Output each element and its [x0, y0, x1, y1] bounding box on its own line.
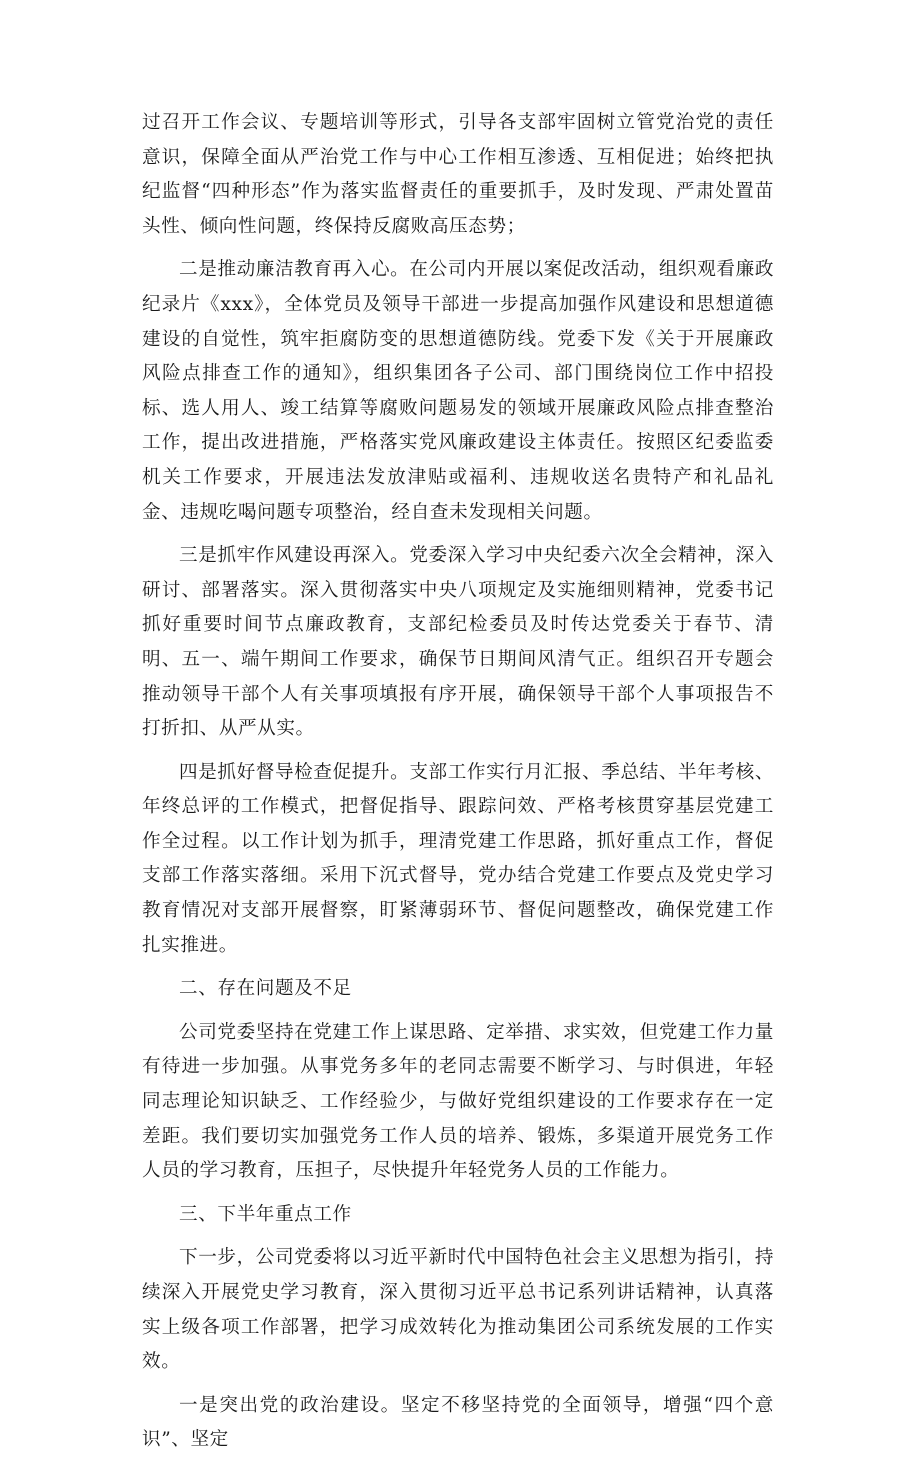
- paragraph-political-building: 一是突出党的政治建设。坚定不移坚持党的全面领导，增强“四个意识”、坚定: [142, 1394, 774, 1451]
- paragraph-next-steps: 下一步，公司党委将以习近平新时代中国特色社会主义思想为指引，持续深入开展党史学习教育，深入贯彻习近平总书记系列讲话精神，认真落实上级各项工作部署，把学习成效转化为推动集团公司系统发展的工作实效。: [142, 1247, 775, 1373]
- paragraph-work-style: 三是抓牢作风建设再深入。党委深入学习中央纪委六次全会精神，深入研讨、部署落实。深入贯彻落实中央八项规定及实施细则精神，党委书记抓好重要时间节点廉政教育，支部纪检委员及时传达党委关于春节、清明、五一、端午期间工作要求，确保节日期间风清气正。组织召开专题会推动领导干部个人有关事项填报有序开展，确保领导干部个人事项报告不打折扣、从严从实。: [142, 545, 775, 740]
- section-heading-problems: 二、存在问题及不足: [179, 978, 352, 1000]
- paragraph-integrity-education: 二是推动廉洁教育再入心。在公司内开展以案促改活动，组织观看廉政纪录片《xxx》，全体党员及领导干部进一步提高加强作风建设和思想道德建设的自觉性，筑牢拒腐防变的思想道德防线。党委下发《关于开展廉政风险点排查工作的通知》，组织集团各子公司、部门围绕岗位工作中招投标、选人用人、竣工结算等腐败问题易发的领域开展廉政风险点排查整治工作，提出改进措施，严格落实党风廉政建设主体责任。按照区纪委监委机关工作要求，开展违法发放津贴或福利、违规收送名贵特产和礼品礼金、违规吃喝问题专项整治，经自查未发现相关问题。: [142, 259, 775, 523]
- paragraph-continuation: 过召开工作会议、专题培训等形式，引导各支部牢固树立管党治党的责任意识，保障全面从严治党工作与中心工作相互渗透、互相促进；始终把执纪监督“四种形态”作为落实监督责任的重要抓手，及时发现、严肃处置苗头性、倾向性问题，终保持反腐败高压态势；: [142, 112, 774, 237]
- paragraph-supervision: 四是抓好督导检查促提升。支部工作实行月汇报、季总结、半年考核、年终总评的工作模式，把督促指导、跟踪问效、严格考核贯穿基层党建工作全过程。以工作计划为抓手，理清党建工作思路，抓好重点工作，督促支部工作落实落细。采用下沉式督导，党办结合党建工作要点及党史学习教育情况对支部开展督察，盯紧薄弱环节、督促问题整改，确保党建工作扎实推进。: [142, 761, 775, 956]
- section-heading-next-steps: 三、下半年重点工作: [179, 1203, 352, 1225]
- paragraph-problems: 公司党委坚持在党建工作上谋思路、定举措、求实效，但党建工作力量有待进一步加强。从事党务多年的老同志需要不断学习、与时俱进，年轻同志理论知识缺乏、工作经验少，与做好党组织建设的工作要求存在一定差距。我们要切实加强党务工作人员的培养、锻炼，多渠道开展党务工作人员的学习教育，压担子，尽快提升年轻党务人员的工作能力。: [142, 1021, 775, 1182]
- document-page: [142, 106, 774, 1467]
